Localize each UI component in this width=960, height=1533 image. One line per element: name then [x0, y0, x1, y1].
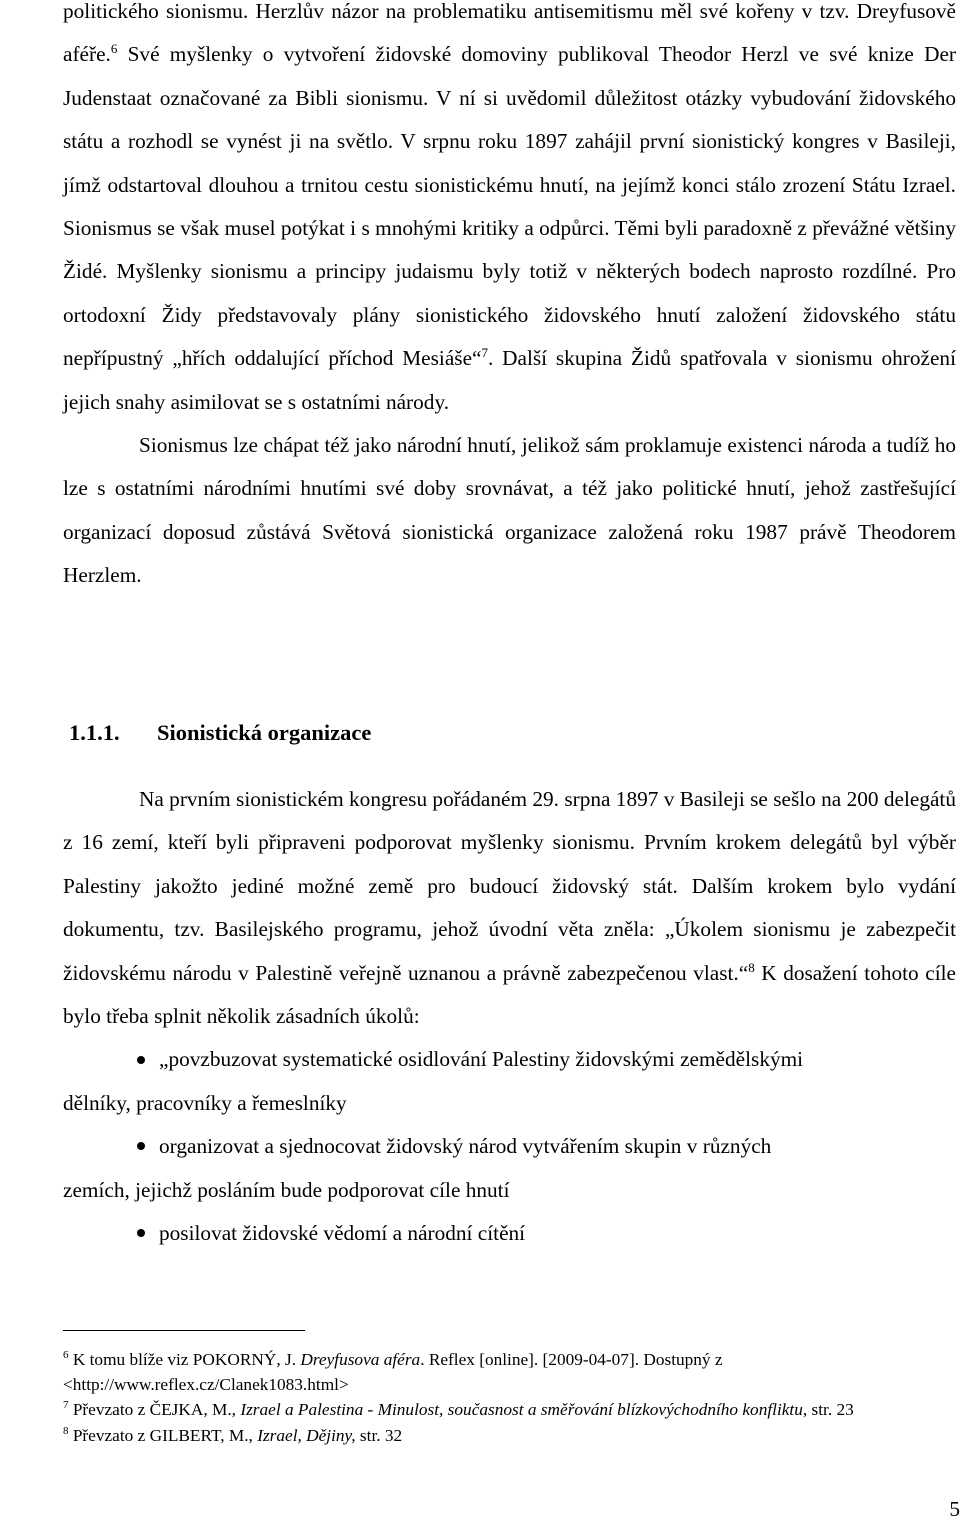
- body-paragraph-2: Sionismus lze chápat též jako národní hnutí, jelikož sám proklamuje existenci národa a tudíž ho lze s ostatními národními hnutími své doby srovnávat, a též jako politické hnutí, jehož zastřešující organizací doposud zůstává Světová sionistická organizace založená roku 1987 právě Theodorem Herzlem.: [63, 433, 956, 588]
- page-number: 5: [949, 1497, 960, 1521]
- footnote-text: str. 32: [355, 1425, 403, 1445]
- body-paragraph-1: [63, 0, 956, 424]
- footnote-ref-8: 8: [748, 959, 755, 975]
- footnote-ref-7: 7: [481, 345, 488, 361]
- paragraph-text: Své myšlenky o vytvoření židovské domoviny publikoval Theodor Herzl ve své knize Der Judenstaat označované za Bibli sionismu. V ní si uvědomil důležitost otázky vybudování židovského státu a rozhodl se vynést ji na světlo. V srpnu roku 1897 zahájil první sionistický kongres v Basileji, jímž odstartoval dlouhou a trnitou cestu sionistickému hnutí, na jejímž konci stálo zrození Státu Izrael. Sionismus se však musel potýkat i s mnohými kritiky a odpůrci. Těmi byli paradoxně z převážné většiny Židé. Myšlenky sionismu a principy judaismu byly totiž v některých bodech naprosto rozdílné. Pro ortodoxní Židy představovaly plány sionistického židovského hnutí založení židovského státu nepřípustný „hřích oddalující příchod Mesiáše“: [63, 42, 956, 371]
- list-item-text: zemích, jejichž posláním bude podporovat cíle hnutí: [63, 1177, 510, 1202]
- body-paragraph-3: [63, 778, 956, 1038]
- footnote-text: . Reflex [online]. [2009-04-07]. Dostupný z <http://www.reflex.cz/Clanek1083.html>: [63, 1350, 723, 1395]
- list-item-text: posilovat židovské vědomí a národní cítění: [159, 1221, 526, 1246]
- section-title: Sionistická organizace: [157, 720, 372, 745]
- footnote-title: Izrael a Palestina - Minulost, současnost a směřování blízkovýchodního konfliktu: [240, 1400, 803, 1420]
- footnote-title: Izrael, Dějiny,: [257, 1425, 356, 1445]
- footnote-title: Dreyfusova aféra: [300, 1350, 421, 1369]
- paragraph-text: politického sionismu. Herzlův názor na problematiku antisemitismu měl své kořeny v tzv. Dreyfusově aféře.: [63, 0, 956, 67]
- footnote-text: , str. 23: [802, 1400, 854, 1420]
- footnote-number: 8: [63, 1424, 69, 1437]
- footnote: [63, 1397, 956, 1422]
- footnote-text: Převzato z ČEJKA, M.,: [68, 1400, 241, 1420]
- footnote-ref-6: 6: [110, 41, 118, 57]
- document-page: [63, 0, 957, 1445]
- section-body: [63, 778, 956, 1255]
- footnote-text: K tomu blíže viz POKORNÝ, J.: [68, 1350, 301, 1369]
- list-item-text: „povzbuzovat systematické osidlování Palestiny židovskými zemědělskými: [159, 1047, 804, 1072]
- list-item-text: dělníky, pracovníky a řemeslníky: [63, 1090, 347, 1115]
- bullet-icon: [137, 1229, 145, 1237]
- footnote: [63, 1347, 956, 1397]
- paragraph-text: Na prvním sionistickém kongresu pořádaném 29. srpna 1897 v Basileji se sešlo na 200 delegátů z 16 zemí, kteří byli připraveni podporovat myšlenky sionismu. Prvním krokem delegátů byl výběr Palestiny jakožto jediné možné země pro budoucí židovský stát. Dalším krokem bylo vydání dokumentu, tzv. Basilejského programu, jehož úvodní věta zněla: „Úkolem sionismu je zabezpečit židovskému národu v Palestině veřejně uznanou a právně zabezpečenou vlast.“: [63, 787, 956, 985]
- footnote-text: Převzato z GILBERT, M.,: [68, 1425, 258, 1445]
- paragraph-text: K dosažení tohoto cíle bylo třeba splnit několik zásadních úkolů:: [63, 960, 956, 1029]
- list-item-text: organizovat a sjednocovat židovský národ vytvářením skupin v různých: [159, 1134, 772, 1159]
- section-heading: [69, 718, 371, 748]
- footnote-number: 7: [63, 1399, 69, 1412]
- footnote-separator: [63, 1330, 305, 1331]
- paragraph-text: . Další skupina Židů spatřovala v sionismu ohrožení jejich snahy asimilovat se s ostatními národy.: [63, 346, 957, 414]
- footnote-number: 6: [63, 1349, 69, 1362]
- footnotes: [63, 1347, 956, 1448]
- list-item: [63, 1212, 956, 1255]
- section-number: 1.1.1.: [69, 720, 120, 745]
- list-item: [63, 1125, 956, 1212]
- footnote: [63, 1423, 956, 1448]
- bullet-icon: [137, 1142, 145, 1150]
- bullet-icon: [137, 1056, 145, 1064]
- list-item: [63, 1038, 956, 1125]
